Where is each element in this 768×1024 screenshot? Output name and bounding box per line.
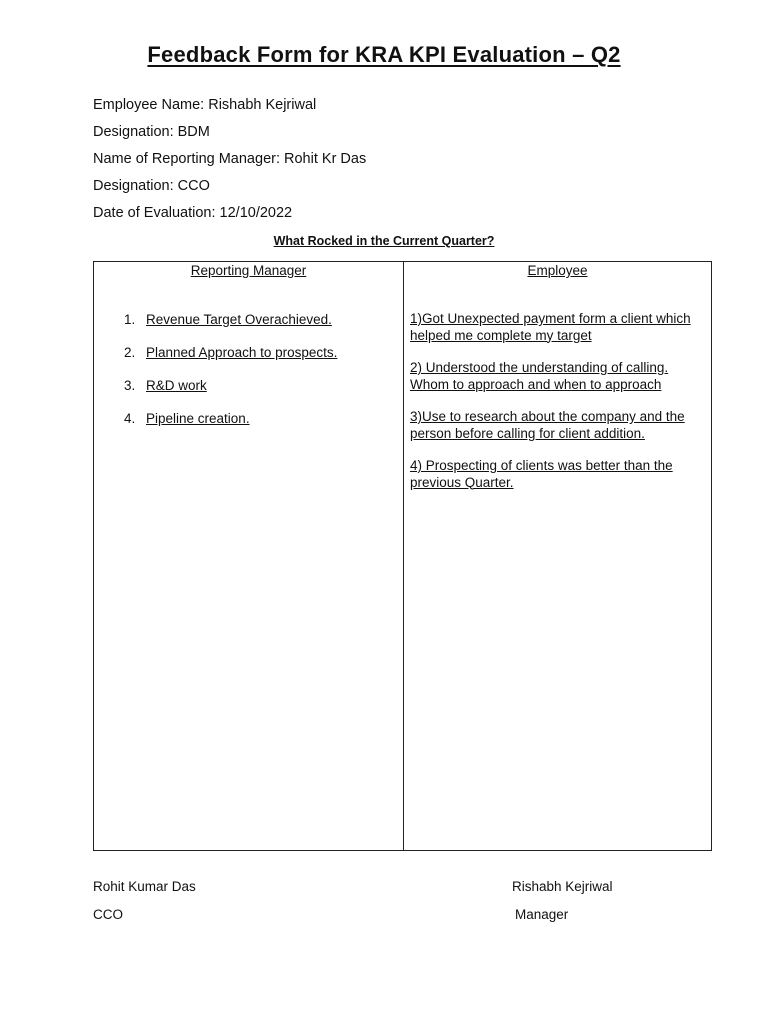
form-title: Feedback Form for KRA KPI Evaluation – Q2: [147, 42, 621, 67]
list-item-text: Pipeline creation.: [146, 411, 250, 426]
employee-column-header: Employee: [527, 263, 588, 278]
employee-feedback-list: [410, 311, 707, 507]
signature-left-role: CCO: [93, 907, 123, 922]
list-item: 3)Use to research about the company and the person before calling for client addition.: [410, 409, 685, 441]
evaluation-date: Date of Evaluation: 12/10/2022: [93, 205, 293, 221]
manager-feedback-list: [94, 311, 403, 443]
list-item-text: Planned Approach to prospects.: [146, 345, 338, 360]
list-item: [94, 410, 403, 443]
list-item-number: 2.: [124, 345, 136, 360]
employee-name: Employee Name: Rishabh Kejriwal: [93, 97, 317, 113]
manager-designation: Designation: CCO: [93, 178, 210, 194]
feedback-table: [93, 261, 712, 851]
list-item-number: 3.: [124, 378, 136, 393]
section-heading: What Rocked in the Current Quarter?: [273, 234, 495, 248]
signature-right-name: Rishabh Kejriwal: [512, 879, 613, 894]
manager-column: [94, 262, 404, 850]
list-item: 1)Got Unexpected payment form a client which helped me complete my target: [410, 311, 691, 343]
reporting-manager-name: Name of Reporting Manager: Rohit Kr Das: [93, 151, 367, 167]
signature-right-role: Manager: [515, 907, 569, 922]
list-item-number: 4.: [124, 411, 136, 426]
list-item: [94, 311, 403, 344]
list-item-number: 1.: [124, 312, 136, 327]
list-item: [94, 377, 403, 410]
employee-column: [404, 262, 711, 850]
signature-left-name: Rohit Kumar Das: [93, 879, 196, 894]
list-item: [94, 344, 403, 377]
list-item: 4) Prospecting of clients was better than the previous Quarter.: [410, 458, 673, 490]
list-item-text: R&D work: [146, 378, 207, 393]
employee-designation: Designation: BDM: [93, 124, 210, 140]
manager-column-header: Reporting Manager: [190, 263, 307, 278]
employee-details: [93, 96, 366, 231]
list-item: 2) Understood the understanding of calling. Whom to approach and when to approach: [410, 360, 669, 392]
list-item-text: Revenue Target Overachieved.: [146, 312, 332, 327]
